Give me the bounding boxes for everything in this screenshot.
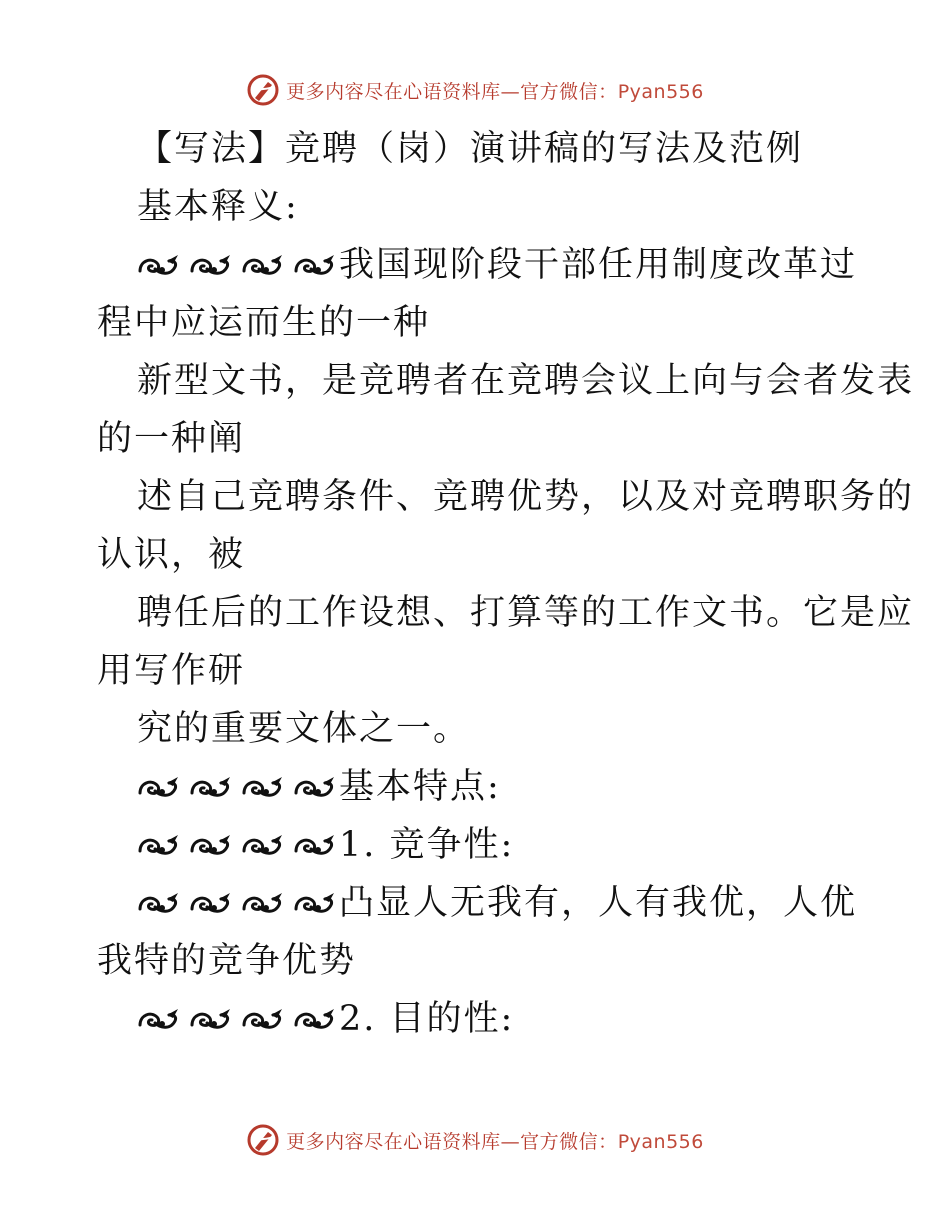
paragraph-line: 基本释义: xyxy=(137,187,299,227)
paragraph-line: 程中应运而生的一种 xyxy=(97,303,431,343)
fleuron-icon xyxy=(137,771,181,801)
section-heading: 1. 竞争性: xyxy=(137,816,514,874)
fleuron-icon xyxy=(137,1003,181,1033)
fleuron-icon xyxy=(189,1003,233,1033)
paragraph-line: 聘任后的工作设想、打算等的工作文书。它是应 xyxy=(137,593,915,633)
footer-banner xyxy=(0,1120,950,1160)
paragraph-line: 究的重要文体之一。 xyxy=(137,709,471,749)
fleuron-icon xyxy=(137,249,181,279)
footer-banner-text: 更多内容尽在心语资料库—官方微信：Pyan556 xyxy=(286,1130,704,1153)
document-title: 【写法】竞聘（岗）演讲稿的写法及范例 xyxy=(137,129,804,169)
fleuron-icon xyxy=(293,1003,337,1033)
fleuron-icon xyxy=(293,829,337,859)
fleuron-icon xyxy=(241,887,285,917)
fleuron-icon xyxy=(241,1003,285,1033)
fleuron-icon xyxy=(241,771,285,801)
pen-logo-icon xyxy=(246,73,280,107)
fleuron-icon xyxy=(293,887,337,917)
paragraph-line: 的一种阐 xyxy=(97,419,246,459)
pen-logo-icon xyxy=(246,1123,280,1157)
paragraph-line: 我特的竞争优势 xyxy=(97,941,357,981)
fleuron-icon xyxy=(241,829,285,859)
header-banner-text: 更多内容尽在心语资料库—官方微信：Pyan556 xyxy=(286,80,704,103)
paragraph-line: 用写作研 xyxy=(97,651,246,691)
paragraph-line: 凸显人无我有，人有我优，人优 xyxy=(137,874,857,932)
fleuron-icon xyxy=(189,771,233,801)
section-heading: 2. 目的性: xyxy=(137,990,514,1048)
fleuron-icon xyxy=(293,249,337,279)
section-heading: 基本特点: xyxy=(137,758,501,816)
fleuron-icon xyxy=(293,771,337,801)
fleuron-icon xyxy=(241,249,285,279)
fleuron-icon xyxy=(189,887,233,917)
fleuron-icon xyxy=(189,829,233,859)
paragraph-line: 我国现阶段干部任用制度改革过 xyxy=(137,236,857,294)
fleuron-icon xyxy=(189,249,233,279)
fleuron-icon xyxy=(137,887,181,917)
paragraph-line: 新型文书，是竞聘者在竞聘会议上向与会者发表 xyxy=(137,361,915,401)
paragraph-line: 认识，被 xyxy=(97,535,246,575)
header-banner xyxy=(0,70,950,110)
fleuron-icon xyxy=(137,829,181,859)
paragraph-line: 述自己竞聘条件、竞聘优势，以及对竞聘职务的 xyxy=(137,477,915,517)
